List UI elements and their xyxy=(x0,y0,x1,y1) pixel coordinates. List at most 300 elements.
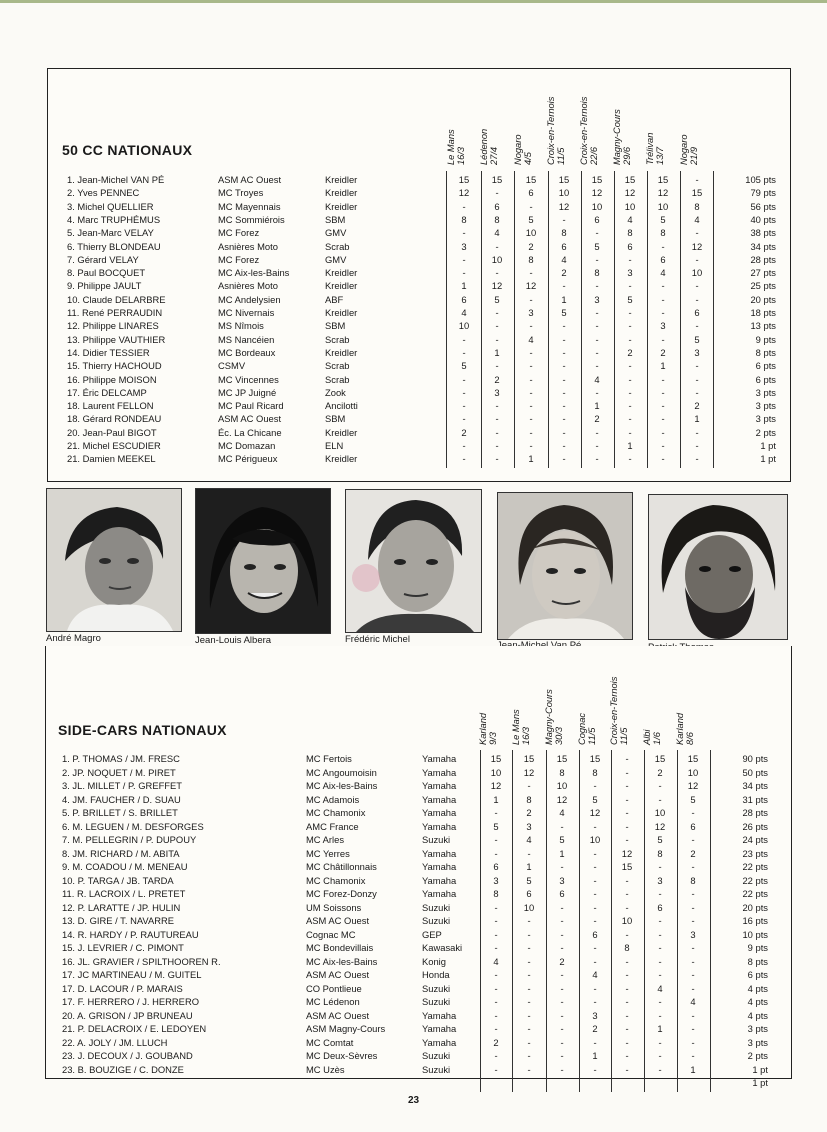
race-score: 4 xyxy=(660,267,666,279)
bike-make: Suzuki xyxy=(422,996,451,1007)
rider-name: 3. JL. MILLET / P. GREFFET xyxy=(62,780,183,791)
table-row xyxy=(0,793,827,806)
race-score: 5 xyxy=(660,213,666,225)
race-score: - xyxy=(560,915,564,926)
race-score: - xyxy=(527,847,531,859)
bike-make: ELN xyxy=(325,440,344,451)
race-score: 1 xyxy=(660,360,666,372)
race-score: 15 xyxy=(687,753,699,764)
race-score: - xyxy=(625,1036,629,1048)
race-score: 10 xyxy=(458,320,470,332)
race-score: - xyxy=(695,320,699,332)
race-score: 5 xyxy=(461,360,467,372)
total-points: 27 pts xyxy=(750,267,776,279)
race-score: 10 xyxy=(657,200,669,212)
total-points: 26 pts xyxy=(742,820,768,832)
bike-make: Suzuki xyxy=(422,982,451,994)
total-points: 6 pts xyxy=(755,360,776,372)
race-score: - xyxy=(495,307,499,318)
race-score: - xyxy=(462,346,466,358)
total-points: 3 pts xyxy=(747,1023,768,1034)
total-points: 1 pt xyxy=(752,1077,768,1088)
race-score: 3 xyxy=(592,1009,598,1021)
race-score: 3 xyxy=(494,386,500,398)
page-number: 23 xyxy=(407,1095,420,1106)
rider-name: 7. M. PELLEGRIN / P. DUPOUY xyxy=(62,834,197,845)
total-points: 22 pts xyxy=(742,874,768,886)
race-header xyxy=(513,134,547,165)
race-header xyxy=(642,729,676,745)
rider-name: 23. B. BOUZIGE / C. DONZE xyxy=(62,1063,184,1075)
race-score: - xyxy=(625,996,629,1007)
race-score: - xyxy=(661,413,665,425)
race-score: 4 xyxy=(690,996,696,1007)
race-score: 5 xyxy=(493,820,499,832)
race-score: - xyxy=(560,942,564,953)
race-score: - xyxy=(593,1063,597,1075)
race-score: 8 xyxy=(561,227,567,239)
club-name: MC Aix-les-Bains xyxy=(306,955,378,967)
race-score: - xyxy=(495,333,499,345)
race-score: - xyxy=(494,942,498,953)
race-score: - xyxy=(593,1036,597,1048)
race-score: 15 xyxy=(458,174,470,185)
bike-make: Yamaha xyxy=(422,1023,457,1034)
race-score: 8 xyxy=(461,213,467,225)
race-score: - xyxy=(462,440,466,451)
table-row xyxy=(0,439,827,452)
race-score: - xyxy=(494,915,498,926)
race-score: - xyxy=(495,267,499,279)
rider-name: 17. F. HERRERO / J. HERRERO xyxy=(62,996,200,1007)
race-score: 2 xyxy=(694,400,700,412)
race-score: 1 xyxy=(561,293,567,305)
bike-make: Kreidler xyxy=(325,280,358,292)
race-score: - xyxy=(593,874,597,886)
column-divider xyxy=(480,750,481,1092)
race-score: 12 xyxy=(556,793,568,805)
race-score: 12 xyxy=(558,200,570,212)
race-score: 5 xyxy=(559,834,565,845)
race-score: - xyxy=(529,413,533,425)
race-score: - xyxy=(661,280,665,292)
table-row xyxy=(0,426,827,439)
club-name: MC Deux-Sèvres xyxy=(306,1050,378,1061)
race-score: - xyxy=(560,901,564,913)
race-score: - xyxy=(625,969,629,980)
race-score: - xyxy=(658,955,662,967)
bike-make: Kawasaki xyxy=(422,942,463,953)
race-score: - xyxy=(529,346,533,358)
race-score: - xyxy=(628,453,632,465)
race-score: - xyxy=(695,426,699,438)
race-score: - xyxy=(529,200,533,212)
race-score: 12 xyxy=(687,780,699,791)
race-score: 1 xyxy=(594,400,600,412)
race-score: 6 xyxy=(690,820,696,832)
race-score: - xyxy=(593,915,597,926)
race-score: - xyxy=(560,1050,564,1061)
club-name: ASM AC Ouest xyxy=(306,915,370,926)
rider-name: 9. M. COADOU / M. MENEAU xyxy=(62,861,188,872)
club-name: MC Mayennais xyxy=(218,200,281,212)
race-score: - xyxy=(462,200,466,212)
race-score: - xyxy=(462,400,466,412)
race-header-label: Nogaro 4/5 xyxy=(513,134,533,165)
race-score: 12 xyxy=(491,280,503,292)
race-score: - xyxy=(494,1023,498,1034)
race-score: 15 xyxy=(589,753,601,764)
race-score: - xyxy=(595,360,599,372)
race-score: 10 xyxy=(556,780,568,791)
table-row xyxy=(0,1009,827,1022)
column-divider xyxy=(710,750,711,1092)
table-row xyxy=(0,955,827,968)
photo-jean-louis-albera xyxy=(195,488,331,634)
total-points: 2 pts xyxy=(755,426,776,438)
race-score: - xyxy=(562,426,566,438)
total-points: 16 pts xyxy=(742,915,768,926)
total-points: 50 pts xyxy=(742,766,768,778)
race-header xyxy=(579,96,613,165)
race-score: 3 xyxy=(594,293,600,305)
race-score: - xyxy=(658,942,662,953)
club-name: MC Périgueux xyxy=(218,453,278,465)
club-name: AMC France xyxy=(306,820,359,832)
race-score: 3 xyxy=(526,820,532,832)
race-score: 3 xyxy=(660,320,666,332)
total-points: 105 pts xyxy=(745,174,776,185)
rider-name: 1. Jean-Michel VAN PÉ xyxy=(67,174,165,185)
club-name: MS Nancéien xyxy=(218,333,275,345)
total-points: 28 pts xyxy=(750,253,776,265)
bike-make: SBM xyxy=(325,413,346,425)
rider-name: 11. R. LACROIX / L. PRETET xyxy=(62,888,186,899)
race-score: 6 xyxy=(657,901,663,913)
race-score: 8 xyxy=(559,766,565,778)
column-divider xyxy=(614,171,615,468)
race-header xyxy=(478,712,512,745)
table-row xyxy=(0,928,827,941)
total-points: 22 pts xyxy=(742,888,768,899)
race-score: - xyxy=(691,915,695,926)
rider-name: 14. R. HARDY / P. RAUTUREAU xyxy=(62,928,199,940)
bike-make: Suzuki xyxy=(422,915,451,926)
total-points: 10 pts xyxy=(742,928,768,940)
race-score: 2 xyxy=(627,346,633,358)
table-row xyxy=(0,860,827,873)
race-score: - xyxy=(658,1009,662,1021)
club-name: ASM AC Ouest xyxy=(218,413,282,425)
race-score: 6 xyxy=(627,240,633,252)
column-divider xyxy=(481,171,482,468)
bike-make: Konig xyxy=(422,955,446,967)
rider-name: 5. P. BRILLET / S. BRILLET xyxy=(62,807,178,818)
rider-name: 13. D. GIRE / T. NAVARRE xyxy=(62,915,175,926)
race-score: - xyxy=(625,820,629,832)
race-score: 4 xyxy=(694,213,700,225)
table-row xyxy=(0,752,827,765)
race-score: 12 xyxy=(591,187,603,199)
race-header xyxy=(645,132,679,165)
race-score: - xyxy=(562,213,566,225)
club-name: ASM Magny-Cours xyxy=(306,1023,386,1034)
race-score: - xyxy=(628,373,632,385)
total-points: 13 pts xyxy=(750,320,776,332)
race-score: 2 xyxy=(657,766,663,778)
race-score: 2 xyxy=(494,373,500,385)
table-row xyxy=(0,412,827,425)
race-score: - xyxy=(595,280,599,292)
race-score: 12 xyxy=(657,187,669,199)
race-score: 12 xyxy=(490,780,502,791)
race-score: - xyxy=(462,386,466,398)
race-score: - xyxy=(695,227,699,239)
rider-name: 18. Gérard RONDEAU xyxy=(67,413,162,425)
race-score: 5 xyxy=(528,213,534,225)
race-score: - xyxy=(562,373,566,385)
race-score: 3 xyxy=(690,928,696,940)
race-score: - xyxy=(595,440,599,451)
race-score: - xyxy=(625,928,629,940)
photo-jean-michel-van-pe xyxy=(497,492,633,640)
race-score: 6 xyxy=(461,293,467,305)
club-name: Asnières Moto xyxy=(218,240,278,252)
rider-name: 21. Michel ESCUDIER xyxy=(67,440,161,451)
race-score: - xyxy=(661,240,665,252)
bike-make: Yamaha xyxy=(422,807,457,818)
race-score: - xyxy=(658,996,662,1007)
race-score: - xyxy=(691,1050,695,1061)
race-score: 3 xyxy=(694,346,700,358)
race-score: 5 xyxy=(690,793,696,805)
race-score: 3 xyxy=(528,307,534,318)
race-score: - xyxy=(562,440,566,451)
rider-name: 20. Jean-Paul BIGOT xyxy=(67,426,157,438)
race-score: 15 xyxy=(591,174,603,185)
race-score: 1 xyxy=(694,413,700,425)
race-score: - xyxy=(595,227,599,239)
race-header xyxy=(679,134,713,165)
table-row xyxy=(0,1036,827,1049)
race-score: - xyxy=(462,267,466,279)
table-row xyxy=(0,995,827,1008)
race-header-label: Lédenon 27/4 xyxy=(479,128,499,165)
race-header-label: Karland 8/6 xyxy=(675,712,695,745)
table-row xyxy=(0,874,827,887)
race-score: - xyxy=(628,333,632,345)
race-score: - xyxy=(658,888,662,899)
race-score: - xyxy=(658,1063,662,1075)
race-score: - xyxy=(593,820,597,832)
total-points: 1 pt xyxy=(760,440,776,451)
race-score: - xyxy=(658,915,662,926)
race-score: - xyxy=(625,955,629,967)
race-score: - xyxy=(494,982,498,994)
race-score: - xyxy=(661,386,665,398)
race-score: - xyxy=(625,1063,629,1075)
race-score: 8 xyxy=(528,253,534,265)
race-score: - xyxy=(595,346,599,358)
race-score: 12 xyxy=(525,280,537,292)
race-score: - xyxy=(562,320,566,332)
race-score: - xyxy=(691,888,695,899)
race-score: - xyxy=(560,928,564,940)
section-title-50cc: 50 CC NATIONAUX xyxy=(62,142,193,158)
race-score: - xyxy=(560,861,564,872)
photo-caption-2: Jean-Louis Albera xyxy=(195,635,272,646)
photo-patrick-thomas xyxy=(648,494,788,640)
race-score: 6 xyxy=(526,888,532,899)
rider-name: 22. A. JOLY / JM. LLUCH xyxy=(62,1036,168,1048)
race-score: - xyxy=(691,1023,695,1034)
race-score: - xyxy=(695,174,699,185)
race-header-label: Trélivan 13/7 xyxy=(645,132,665,165)
race-score: 2 xyxy=(528,240,534,252)
race-score: - xyxy=(658,1050,662,1061)
race-score: 10 xyxy=(591,200,603,212)
total-points: 4 pts xyxy=(747,996,768,1007)
rider-portrait-icon xyxy=(649,495,787,639)
rider-name: 15. J. LEVRIER / C. PIMONT xyxy=(62,942,184,953)
bike-make: Yamaha xyxy=(422,793,457,805)
bike-make: GEP xyxy=(422,928,442,940)
race-score: - xyxy=(658,780,662,791)
race-score: 10 xyxy=(589,834,601,845)
race-score: 10 xyxy=(687,766,699,778)
race-header xyxy=(544,689,578,745)
race-score: - xyxy=(462,373,466,385)
bike-make: Ancilotti xyxy=(325,400,358,412)
table-row xyxy=(0,306,827,319)
race-score: 2 xyxy=(561,267,567,279)
total-points: 3 pts xyxy=(755,400,776,412)
race-score: 5 xyxy=(592,793,598,805)
rider-name: 18. Laurent FELLON xyxy=(67,400,154,412)
bike-make: Scrab xyxy=(325,373,350,385)
race-score: - xyxy=(658,969,662,980)
rider-name: 23. J. DECOUX / J. GOUBAND xyxy=(62,1050,193,1061)
race-score: 3 xyxy=(461,240,467,252)
race-score: - xyxy=(625,793,629,805)
race-score: - xyxy=(661,333,665,345)
rider-name: 8. JM. RICHARD / M. ABITA xyxy=(62,847,180,859)
race-score: 15 xyxy=(558,174,570,185)
race-score: - xyxy=(562,346,566,358)
race-score: 2 xyxy=(690,847,696,859)
race-score: - xyxy=(494,834,498,845)
race-score: - xyxy=(495,240,499,252)
race-score: - xyxy=(628,280,632,292)
club-name: MC Fertois xyxy=(306,753,352,764)
photo-caption-1: André Magro xyxy=(46,633,101,644)
race-score: 8 xyxy=(627,227,633,239)
rider-name: 15. Thierry HACHOUD xyxy=(67,360,162,372)
total-points: 8 pts xyxy=(747,955,768,967)
club-name: MC Nivernais xyxy=(218,307,275,318)
race-score: 4 xyxy=(657,982,663,994)
club-name: ASM AC Ouest xyxy=(306,969,370,980)
race-score: - xyxy=(527,915,531,926)
race-score: - xyxy=(562,280,566,292)
bike-make: Kreidler xyxy=(325,267,358,279)
race-score: 12 xyxy=(458,187,470,199)
race-score: - xyxy=(691,807,695,818)
club-name: MS Nîmois xyxy=(218,320,264,332)
rider-name: 17. JC MARTINEAU / M. GUITEL xyxy=(62,969,202,980)
race-score: - xyxy=(560,969,564,980)
race-score: - xyxy=(628,400,632,412)
race-score: 5 xyxy=(594,240,600,252)
race-score: 6 xyxy=(594,213,600,225)
race-score: - xyxy=(625,766,629,778)
rider-name: 14. Didier TESSIER xyxy=(67,346,150,358)
total-points: 34 pts xyxy=(742,780,768,791)
race-score: 12 xyxy=(589,807,601,818)
club-name: MC Comtat xyxy=(306,1036,354,1048)
table-row xyxy=(0,373,827,386)
race-score: - xyxy=(495,320,499,332)
race-score: 2 xyxy=(461,426,467,438)
table-row xyxy=(0,386,827,399)
club-name: MC Châtillonnais xyxy=(306,861,377,872)
bike-make: GMV xyxy=(325,253,347,265)
total-points: 20 pts xyxy=(750,293,776,305)
club-name: MC Uzès xyxy=(306,1063,345,1075)
race-score: 15 xyxy=(490,753,502,764)
table-row xyxy=(0,779,827,792)
race-header xyxy=(446,129,480,165)
race-header-label: Croix-en-Ternois 11/5 xyxy=(609,676,629,745)
race-score: - xyxy=(529,373,533,385)
top-edge-line xyxy=(0,0,827,3)
total-points: 79 pts xyxy=(750,187,776,199)
table-row xyxy=(0,346,827,359)
race-score: 4 xyxy=(493,955,499,967)
table-row xyxy=(0,1063,827,1076)
rider-name: 4. JM. FAUCHER / D. SUAU xyxy=(62,793,181,805)
table-row xyxy=(0,982,827,995)
race-score: 2 xyxy=(493,1036,499,1048)
bike-make: Yamaha xyxy=(422,888,457,899)
race-score: 10 xyxy=(654,807,666,818)
race-score: - xyxy=(691,982,695,994)
table-row xyxy=(0,806,827,819)
race-score: - xyxy=(593,901,597,913)
race-score: 4 xyxy=(592,969,598,980)
race-score: 8 xyxy=(494,213,500,225)
race-score: - xyxy=(529,320,533,332)
bike-make: Suzuki xyxy=(422,901,451,913)
race-score: - xyxy=(495,400,499,412)
bike-make: Yamaha xyxy=(422,1036,457,1048)
race-score: - xyxy=(625,1009,629,1021)
club-name: MC Vincennes xyxy=(218,373,279,385)
table-row xyxy=(0,914,827,927)
race-score: - xyxy=(593,996,597,1007)
club-name: MC Yerres xyxy=(306,847,350,859)
column-divider xyxy=(647,171,648,468)
race-score: 8 xyxy=(526,793,532,805)
race-score: 1 xyxy=(690,1063,696,1075)
race-score: - xyxy=(494,1050,498,1061)
total-points: 20 pts xyxy=(742,901,768,913)
race-score: - xyxy=(628,386,632,398)
race-score: - xyxy=(625,982,629,994)
race-score: 10 xyxy=(523,901,535,913)
race-score: - xyxy=(695,373,699,385)
race-score: - xyxy=(494,996,498,1007)
